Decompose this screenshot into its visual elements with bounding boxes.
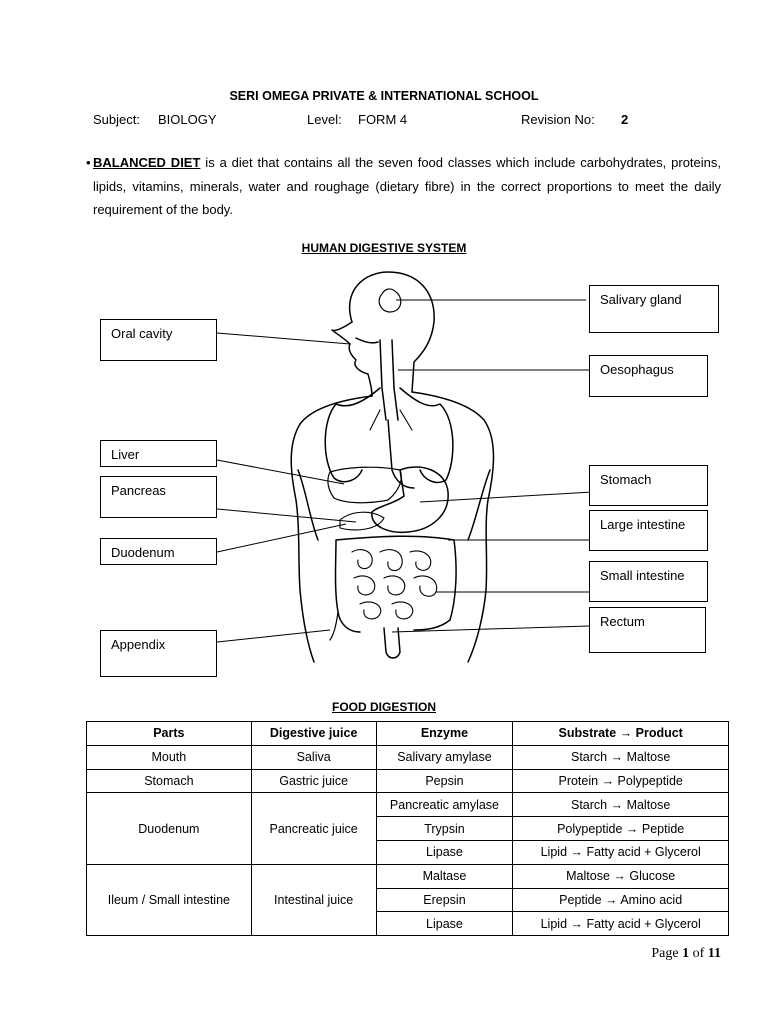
cell-reaction: Starch → Maltose — [513, 793, 729, 817]
cell-reaction: Starch → Maltose — [513, 745, 729, 769]
table-row — [87, 769, 729, 793]
level-label: Level: — [307, 112, 342, 127]
label-liver — [100, 440, 217, 467]
page-word: Page — [651, 946, 683, 961]
label-rectum-text: Rectum — [600, 614, 645, 629]
header-enzyme: Enzyme — [376, 722, 513, 746]
label-liver-text: Liver — [111, 447, 140, 462]
diagram-title: HUMAN DIGESTIVE SYSTEM — [301, 241, 467, 255]
label-oesophagus — [589, 355, 708, 397]
label-oesophagus-text: Oesophagus — [600, 362, 674, 377]
label-small-intestine-text: Small intestine — [600, 568, 685, 583]
subject-value: BIOLOGY — [158, 112, 217, 127]
cell-part: Stomach — [87, 769, 252, 793]
cell-part: Duodenum — [87, 793, 252, 864]
cell-juice: Gastric juice — [251, 769, 376, 793]
cell-enzyme: Erepsin — [376, 888, 513, 912]
label-oral-cavity — [100, 319, 217, 361]
definition-text: is a diet that contains all the seven food classes which include carbohydrates, proteins, lipids, vitamins, minerals, water and roughage (dietary fibre) in the correct proportions to meet the daily requirement of the body. — [93, 155, 722, 217]
cell-enzyme: Lipase — [376, 912, 513, 936]
label-pancreas — [100, 476, 217, 518]
header-parts: Parts — [87, 722, 252, 746]
label-large-intestine — [589, 510, 708, 551]
label-duodenum — [100, 538, 217, 565]
cell-reaction: Protein → Polypeptide — [513, 769, 729, 793]
cell-reaction: Peptide → Amino acid — [513, 888, 729, 912]
cell-part: Mouth — [87, 745, 252, 769]
subject-label: Subject: — [93, 112, 140, 127]
level-value: FORM 4 — [358, 112, 408, 127]
label-large-intestine-text: Large intestine — [600, 517, 686, 532]
label-salivary-gland — [589, 285, 719, 333]
cell-part: Ileum / Small intestine — [87, 864, 252, 935]
label-salivary-gland-text: Salivary gland — [600, 292, 682, 307]
label-stomach-text: Stomach — [600, 472, 652, 487]
table-header-row — [87, 722, 729, 746]
cell-enzyme: Maltase — [376, 864, 513, 888]
cell-enzyme: Salivary amylase — [376, 745, 513, 769]
cell-juice: Pancreatic juice — [251, 793, 376, 864]
cell-reaction: Maltose → Glucose — [513, 864, 729, 888]
cell-enzyme: Pancreatic amylase — [376, 793, 513, 817]
header-substrate-product: Substrate → Product — [513, 722, 729, 746]
page-number — [651, 946, 721, 962]
cell-juice: Saliva — [251, 745, 376, 769]
cell-enzyme: Trypsin — [376, 817, 513, 841]
label-pancreas-text: Pancreas — [111, 483, 166, 498]
table-title: FOOD DIGESTION — [331, 700, 436, 714]
table-row — [87, 745, 729, 769]
definition-term: BALANCED DIET — [93, 155, 201, 170]
label-duodenum-text: Duodenum — [111, 545, 175, 560]
label-appendix-text: Appendix — [111, 637, 166, 652]
cell-reaction: Polypeptide → Peptide — [513, 817, 729, 841]
header-digestive-juice: Digestive juice — [251, 722, 376, 746]
label-stomach — [589, 465, 708, 506]
page-current: 1 — [682, 946, 690, 961]
bullet-point: • — [86, 155, 91, 170]
label-oral-cavity-text: Oral cavity — [111, 326, 173, 341]
cell-enzyme: Lipase — [376, 840, 513, 864]
cell-reaction: Lipid → Fatty acid + Glycerol — [513, 912, 729, 936]
cell-enzyme: Pepsin — [376, 769, 513, 793]
label-rectum — [589, 607, 706, 653]
page-total: 11 — [707, 946, 721, 961]
school-name: SERI OMEGA PRIVATE & INTERNATIONAL SCHOOL — [229, 89, 539, 103]
revision-label: Revision No: — [521, 112, 595, 127]
label-appendix — [100, 630, 217, 677]
table-row — [87, 793, 729, 817]
revision-value: 2 — [621, 112, 629, 127]
table-row — [87, 864, 729, 888]
label-small-intestine — [589, 561, 708, 602]
page-of: of — [689, 946, 708, 961]
cell-juice: Intestinal juice — [251, 864, 376, 935]
food-digestion-table — [86, 721, 729, 936]
cell-reaction: Lipid → Fatty acid + Glycerol — [513, 840, 729, 864]
